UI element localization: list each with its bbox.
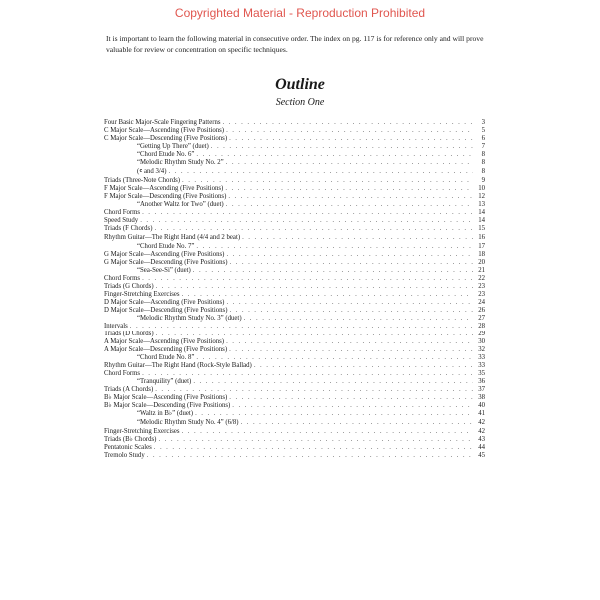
toc-entry: [104, 362, 485, 370]
toc-entry-label: B♭ Major Scale—Ascending (Five Positions): [104, 394, 228, 401]
toc-page-number: 7: [481, 142, 485, 150]
toc-page-number: 28: [478, 322, 485, 330]
dot-leader: [180, 291, 473, 299]
toc-entry: [104, 275, 485, 283]
toc-subentry: [104, 143, 485, 151]
toc-page-number: 36: [478, 378, 485, 386]
toc-entry-label: D Major Scale—Descending (Five Positions): [104, 306, 228, 314]
dot-leader: [252, 362, 473, 370]
toc-page-number: 44: [478, 444, 485, 452]
dot-leader: [154, 331, 473, 339]
dot-leader: [223, 185, 473, 193]
toc-entry: [104, 323, 485, 331]
toc-entry-label: Pentatonic Scales: [104, 444, 152, 452]
toc-page-number: 9: [481, 177, 485, 185]
toc-entry: [104, 307, 485, 315]
toc-page-number: 8: [481, 167, 485, 175]
toc-entry: [104, 346, 485, 354]
toc-page-number: 43: [478, 436, 485, 444]
toc-entry: [104, 177, 485, 185]
toc-page-number: 37: [478, 386, 485, 394]
toc-entry-label: Triads (A Chords): [104, 386, 154, 394]
dot-leader: [227, 394, 473, 402]
toc-page-number: 18: [478, 251, 485, 259]
toc-entry-label: Triads (Three-Note Chords): [104, 177, 181, 185]
toc-entry: [104, 217, 485, 225]
dot-leader: [224, 201, 473, 209]
toc-page-number: 8: [481, 150, 485, 158]
toc-page-number: 32: [478, 346, 485, 354]
toc-entry-label: Finger-Stretching Exercises: [104, 428, 180, 436]
toc-page-number: 42: [478, 428, 485, 436]
dot-leader: [166, 167, 473, 178]
dot-leader: [193, 410, 473, 418]
toc-page-number: 23: [478, 282, 485, 290]
dot-leader: [221, 119, 473, 127]
section-subtitle: Section One: [275, 97, 325, 108]
dot-leader: [230, 402, 473, 410]
dot-leader: [191, 378, 473, 386]
toc-entry: [104, 135, 485, 143]
dot-leader: [180, 428, 473, 436]
toc-entry-label: Chord Forms: [104, 208, 141, 216]
toc-page-number: 13: [478, 200, 485, 208]
toc-page-number: 23: [478, 290, 485, 298]
toc-page-number: 20: [478, 259, 485, 267]
dot-leader: [224, 338, 473, 346]
toc-subentry: [104, 418, 485, 429]
toc-entry-label: C Major Scale—Descending (Five Positions): [104, 134, 228, 142]
dot-leader: [224, 159, 473, 167]
toc-page-number: 42: [478, 418, 485, 426]
toc-page-number: 16: [478, 233, 485, 241]
toc-entry-label: “Melodic Rhythm Study No. 4” (6/8): [137, 418, 239, 426]
toc-page-number: 26: [478, 306, 485, 314]
toc-entry-label: (𝄴 and 3/4): [137, 167, 167, 175]
toc-entry-label: F Major Scale—Descending (Five Positions): [104, 193, 227, 200]
toc-entry: [104, 251, 485, 259]
toc-entry-label: “Getting Up There” (duet): [137, 142, 209, 150]
dot-leader: [242, 315, 473, 323]
toc-entry-label: Four Basic Major-Scale Fingering Patterns: [104, 119, 221, 126]
toc-entry-label: Chord Forms: [104, 274, 141, 282]
toc-subentry: [104, 151, 485, 159]
toc-entry: [104, 225, 485, 233]
toc-subentry: [104, 201, 485, 209]
toc-entry: [104, 127, 485, 135]
toc-entry: [104, 291, 485, 299]
toc-entry: [104, 452, 485, 460]
toc-entry-label: Rhythm Guitar—The Right Hand (4/4 and 2 beat): [104, 233, 241, 241]
toc-page-number: 12: [478, 193, 485, 200]
toc-entry-label: “Melodic Rhythm Study No. 3” (duet): [137, 314, 242, 322]
dot-leader: [140, 275, 473, 283]
dot-leader: [227, 346, 473, 354]
toc-entry: [104, 185, 485, 193]
toc-page-number: 45: [478, 452, 485, 460]
toc-page-number: 30: [478, 338, 485, 346]
toc-entry-label: G Major Scale—Descending (Five Positions): [104, 259, 228, 267]
toc-subentry: [104, 315, 485, 323]
toc-entry: [104, 119, 485, 127]
toc-page-number: 5: [481, 126, 485, 134]
toc-subentry: [104, 243, 485, 251]
dot-leader: [209, 143, 473, 151]
toc-entry-label: Triads (B♭ Chords): [104, 436, 157, 444]
dot-leader: [140, 370, 473, 378]
toc-entry-label: Triads (F Chords): [104, 224, 153, 232]
dot-leader: [194, 354, 473, 362]
toc-entry-label: “Chord Etude No. 7”: [137, 243, 195, 251]
toc-entry-label: “Melodic Rhythm Study No. 2”: [137, 158, 224, 166]
toc-entry-label: Triads (D Chords): [104, 330, 154, 338]
copyright-watermark: Copyrighted Material - Reproduction Prohibited: [174, 6, 426, 20]
toc-page-number: 38: [478, 394, 485, 401]
toc-entry-label: B♭ Major Scale—Descending (Five Positions): [104, 401, 231, 409]
table-of-contents: [104, 119, 485, 460]
toc-entry-label: Triads (G Chords): [104, 282, 154, 290]
toc-entry-label: D Major Scale—Ascending (Five Positions): [104, 298, 225, 306]
toc-page-number: 8: [481, 158, 485, 166]
dot-leader: [138, 217, 473, 225]
toc-page-number: 35: [478, 370, 485, 378]
dot-leader: [194, 151, 473, 159]
toc-subentry: [104, 267, 485, 275]
toc-page-number: 10: [478, 185, 485, 193]
toc-entry-label: Rhythm Guitar—The Right Hand (Rock-Style Ballad): [104, 362, 252, 370]
toc-entry: [104, 444, 485, 452]
toc-entry: [104, 394, 485, 402]
dot-leader: [152, 225, 473, 233]
toc-page-number: 15: [478, 224, 485, 232]
toc-entry-label: Intervals: [104, 322, 128, 330]
toc-entry-label: “Tranquility” (duet): [137, 378, 192, 386]
toc-page-number: 24: [478, 298, 485, 306]
toc-entry: [104, 402, 485, 410]
toc-entry-label: Finger-Stretching Exercises: [104, 290, 180, 298]
outline-title: Outline: [275, 76, 325, 93]
dot-leader: [128, 323, 473, 331]
toc-page-number: 14: [478, 208, 485, 216]
toc-entry: [104, 193, 485, 201]
dot-leader: [153, 386, 473, 394]
dot-leader: [152, 444, 473, 452]
toc-page-number: 6: [481, 134, 485, 142]
toc-entry-label: F Major Scale—Ascending (Five Positions): [104, 185, 224, 193]
toc-page-number: 3: [481, 119, 485, 126]
toc-entry-label: “Chord Etude No. 8”: [137, 354, 195, 362]
toc-entry-label: “Sea-See-Si” (duet): [137, 267, 191, 274]
toc-subentry: [104, 167, 485, 178]
dot-leader: [224, 299, 473, 307]
dot-leader: [227, 307, 473, 315]
dot-leader: [154, 283, 473, 291]
toc-page-number: 40: [478, 401, 485, 409]
toc-entry-label: C Major Scale—Ascending (Five Positions): [104, 126, 225, 134]
dot-leader: [226, 193, 473, 201]
dot-leader: [224, 251, 473, 259]
toc-entry: [104, 299, 485, 307]
toc-subentry: [104, 378, 485, 386]
toc-subentry: [104, 410, 485, 418]
dot-leader: [140, 209, 473, 217]
toc-entry: [104, 428, 485, 436]
dot-leader: [180, 177, 473, 185]
toc-entry-label: G Major Scale—Ascending (Five Positions): [104, 251, 225, 259]
toc-entry: [104, 386, 485, 394]
toc-entry: [104, 283, 485, 291]
intro-paragraph: It is important to learn the following material in consecutive order. The index on pg. 117 is for reference only and will prove valuable for review or concentration on specific techniques.: [106, 34, 484, 54]
toc-entry: [104, 436, 485, 444]
toc-entry-label: Chord Forms: [104, 370, 141, 378]
toc-page-number: 17: [478, 243, 485, 251]
toc-entry: [104, 338, 485, 346]
toc-subentry: [104, 159, 485, 167]
toc-page-number: 33: [478, 354, 485, 362]
toc-entry: [104, 259, 485, 267]
toc-entry: [104, 209, 485, 217]
dot-leader: [224, 127, 473, 135]
toc-page-number: 27: [478, 314, 485, 322]
toc-entry-label: Tremolo Study: [104, 452, 145, 460]
dot-leader: [227, 259, 473, 267]
dot-leader: [145, 452, 473, 460]
toc-entry-label: A Major Scale—Ascending (Five Positions): [104, 338, 225, 346]
dot-leader: [194, 243, 473, 251]
dot-leader: [191, 267, 473, 275]
toc-page-number: 14: [478, 216, 485, 224]
toc-entry-label: A Major Scale—Descending (Five Positions): [104, 346, 228, 354]
dot-leader: [240, 233, 473, 244]
dot-leader: [156, 436, 473, 444]
toc-page-number: 21: [478, 267, 485, 274]
toc-entry-label: “Chord Etude No. 6”: [137, 150, 195, 158]
toc-entry-label: “Waltz in B♭” (duet): [137, 409, 194, 417]
toc-subentry: [104, 354, 485, 362]
toc-entry: [104, 370, 485, 378]
toc-entry: [104, 233, 485, 244]
toc-entry-label: “Another Waltz for Two” (duet): [137, 200, 224, 208]
dot-leader: [227, 135, 473, 143]
toc-page-number: 22: [478, 274, 485, 282]
dot-leader: [239, 418, 473, 429]
toc-page-number: 29: [478, 330, 485, 338]
toc-entry: [104, 331, 485, 339]
toc-page-number: 33: [478, 362, 485, 370]
toc-page-number: 41: [478, 409, 485, 417]
toc-entry-label: Speed Study: [104, 216, 139, 224]
